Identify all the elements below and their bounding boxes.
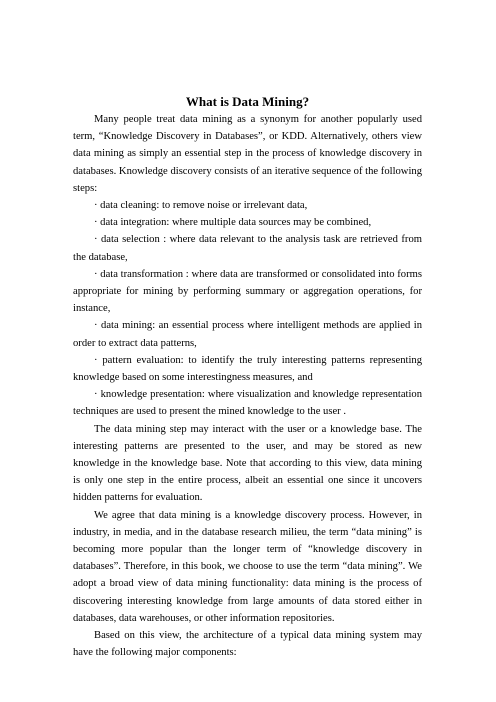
step-knowledge-presentation: · knowledge presentation: where visualization and knowledge representation techniques are used to present the mined knowledge to the user . [73,389,422,418]
paragraph-architecture: Based on this view, the architecture of a typical data mining system may have the following major components: [73,630,422,659]
step-data-selection: · data selection : where data relevant to the analysis task are retrieved from the database, [73,234,422,263]
intro-paragraph: Many people treat data mining as a synonym for another popularly used term, “Knowledge Discovery in Databases”, or KDD. Alternatively, others view data mining as simply an essential step in the process of knowledge discovery in databases. Knowledge discovery consists of an iterative sequence of the following steps: [73,114,422,194]
document-page [73,94,422,662]
step-data-mining: · data mining: an essential process where intelligent methods are applied in order to extract data patterns, [73,320,422,349]
paragraph-definition: We agree that data mining is a knowledge discovery process. However, in industry, in media, and in the database research milieu, the term “data mining” is becoming more popular than the longer term of “knowledge discovery in databases”. Therefore, in this book, we choose to use the term “data mining”. We adopt a broad view of data mining functionality: data mining is the process of discovering interesting knowledge from large amounts of data stored either in databases, data warehouses, or other information repositories. [73,509,422,624]
step-data-transformation: · data transformation : where data are transformed or consolidated into forms appropriate for mining by performing summary or aggregation operations, for instance, [73,268,422,315]
step-pattern-evaluation: · pattern evaluation: to identify the truly interesting patterns representing knowledge based on some interestingness measures, and [73,354,422,384]
document-title: What is Data Mining? [185,94,310,109]
step-data-integration: · data integration: where multiple data sources may be combined, [94,217,372,229]
paragraph-interaction: The data mining step may interact with the user or a knowledge base. The interesting patterns are presented to the user, and may be stored as new knowledge in the knowledge base. Note that according to this view, data mining is only one step in the entire process, albeit an essential one since it uncovers hidden patterns for evaluation. [73,423,422,504]
step-data-cleaning: · data cleaning: to remove noise or irrelevant data, [94,200,308,212]
